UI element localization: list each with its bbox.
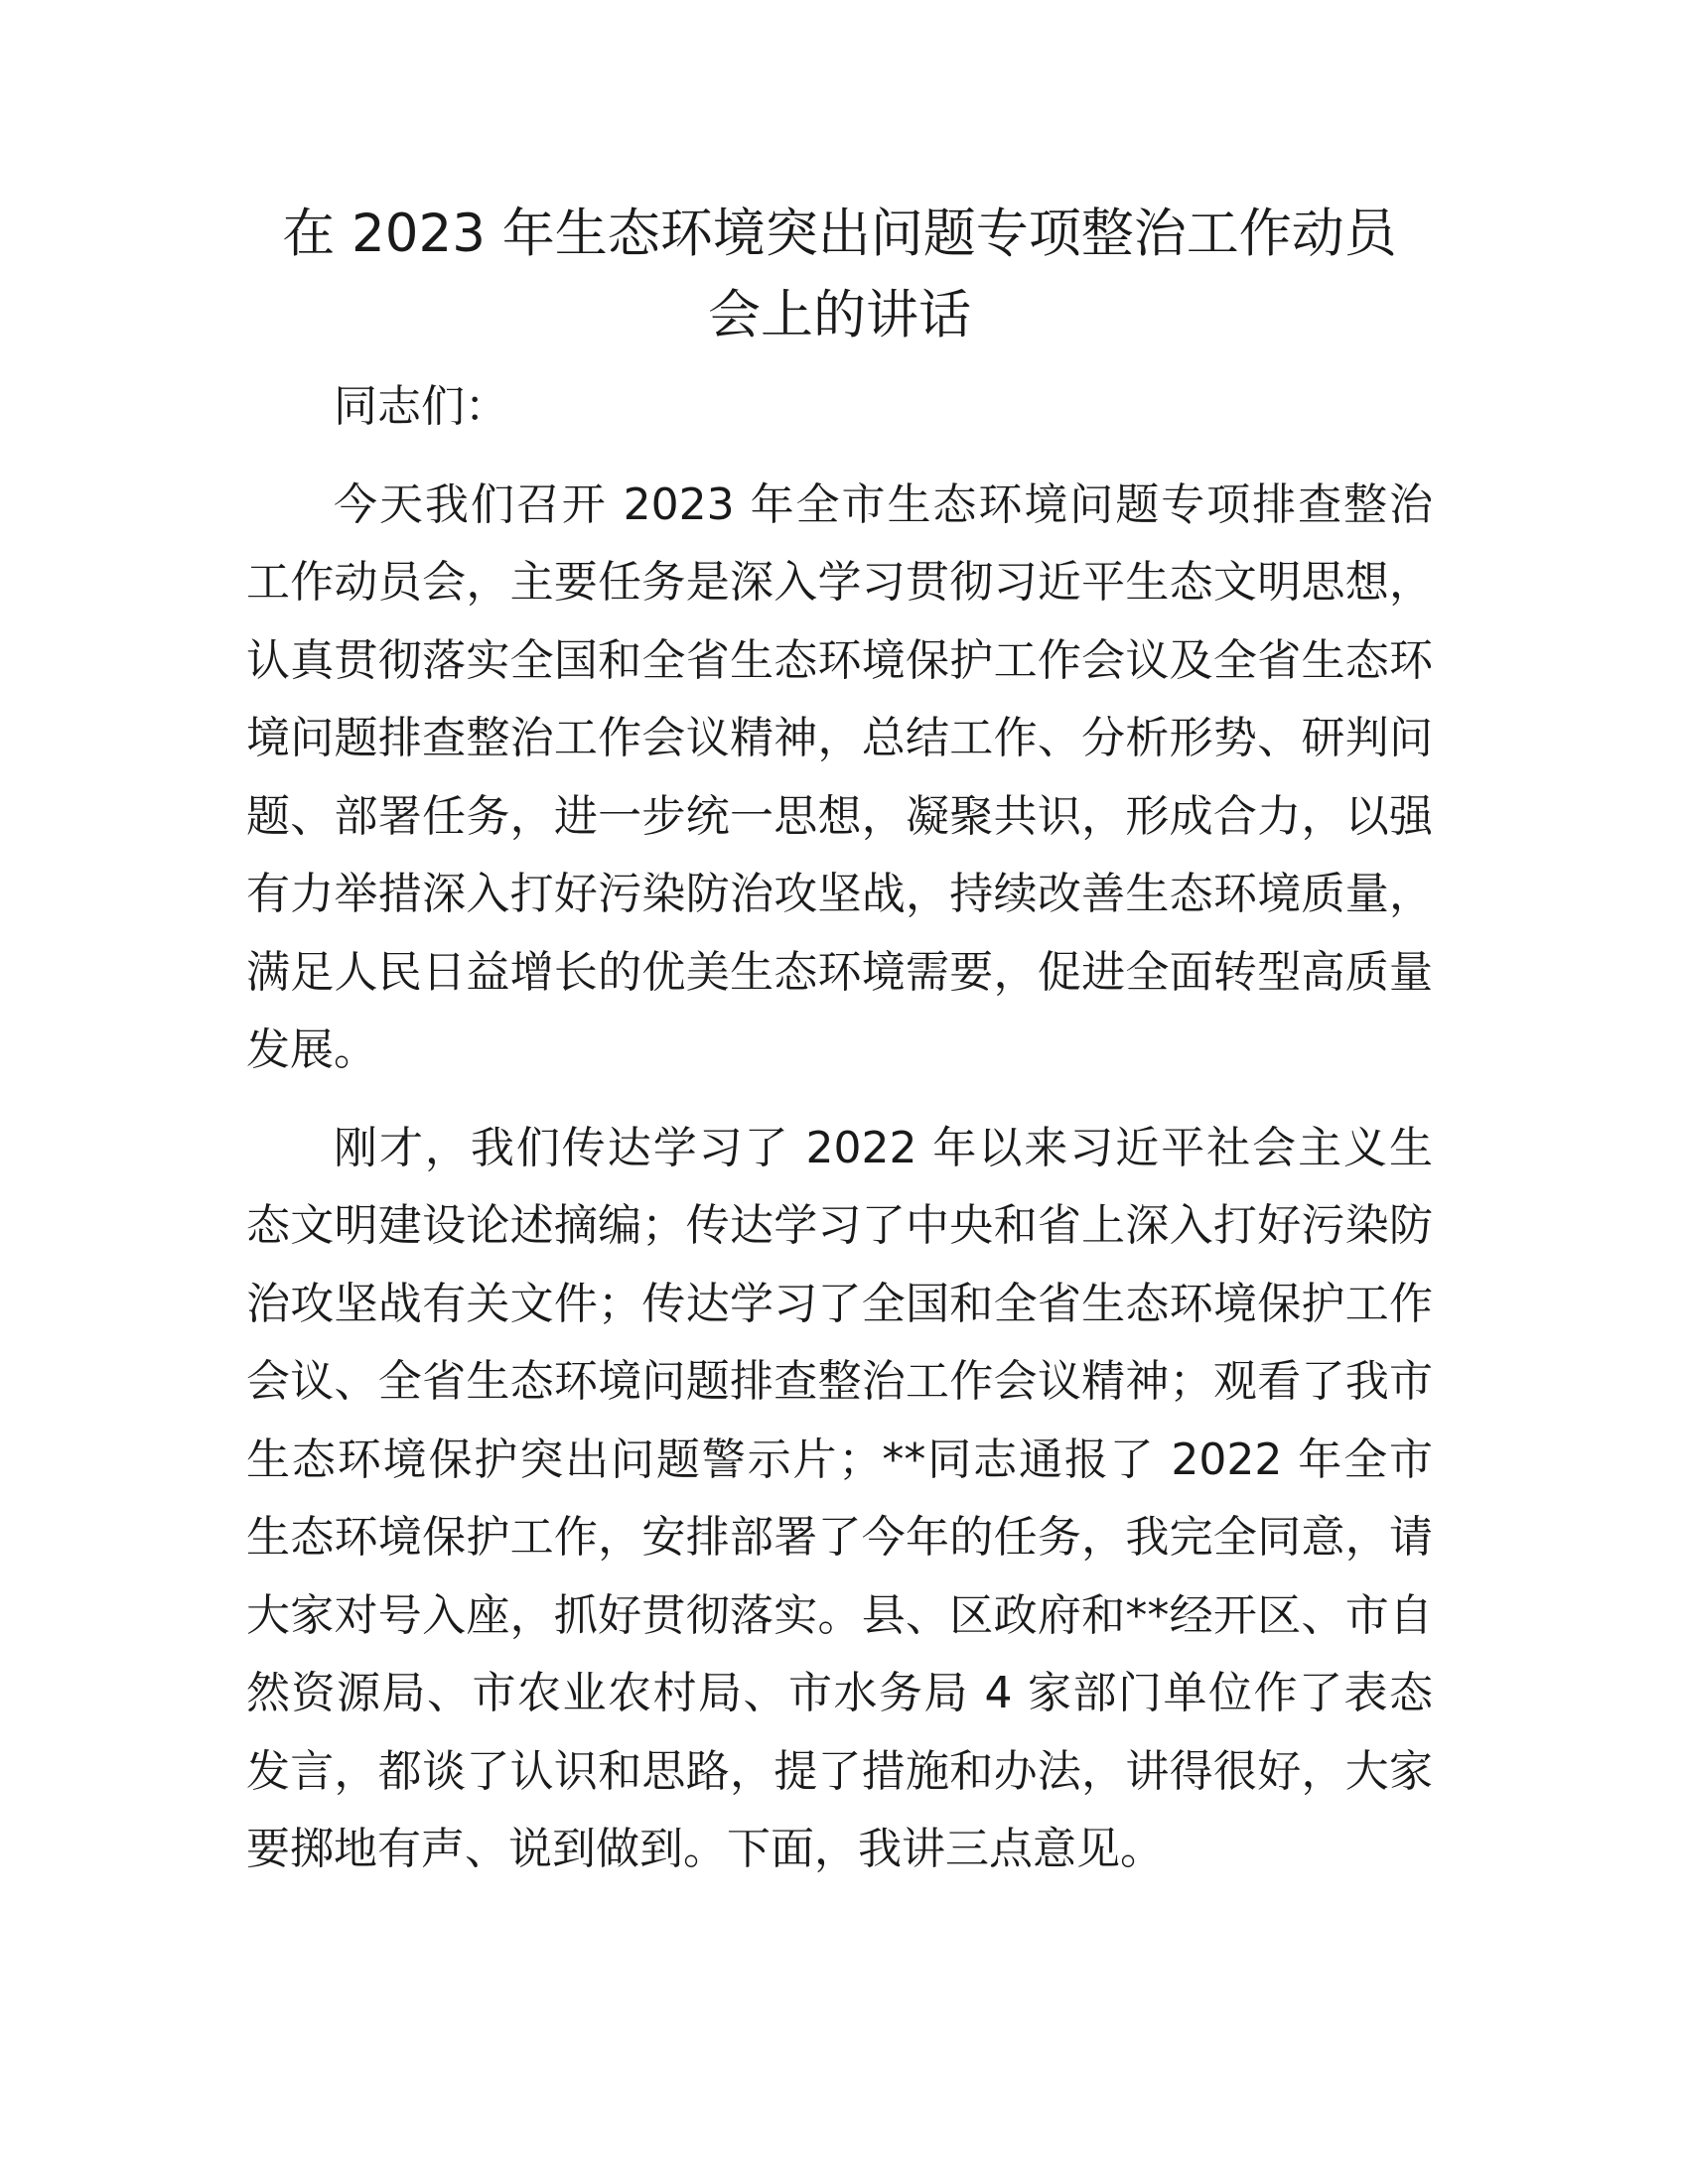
paragraph-review: 刚才，我们传达学习了 2022 年以来习近平社会主义生态文明建设论述摘编；传达学习了中央和省上深入打好污染防治攻坚战有关文件；传达学习了全国和全省生态环境保护工作会议、全省生态环境问题排查整治工作会议精神；观看了我市生态环境保护突出问题警示片；**同志通报了 2022 年全市生态环境保护工作，安排部署了今年的任务，我完全同意，请大家对号入座，抓好贯彻落实。县、区政府和**经开区、市自然资源局、市农业农村局、市水务局 4 家部门单位作了表态发言，都谈了认识和思路，提了措施和办法，讲得很好，大家要掷地有声、说到做到。下面，我讲三点意见。: [246, 1122, 1433, 1874]
title-line-1: 在 2023 年生态环境突出问题专项整治工作动员: [282, 204, 1397, 264]
paragraph-opening: 今天我们召开 2023 年全市生态环境问题专项排查整治工作动员会，主要任务是深入学习贯彻习近平生态文明思想，认真贯彻落实全国和全省生态环境保护工作会议及全省生态环境问题排查整治工作会议精神，总结工作、分析形势、研判问题、部署任务，进一步统一思想，凝聚共识，形成合力，以强有力举措深入打好污染防治攻坚战，持续改善生态环境质量，满足人民日益增长的优美生态环境需要，促进全面转型高质量发展。: [246, 478, 1433, 1075]
document-page: [246, 194, 1433, 1889]
document-title: [246, 194, 1433, 356]
title-line-2: 会上的讲话: [708, 285, 971, 345]
salutation: 同志们：: [334, 381, 508, 432]
